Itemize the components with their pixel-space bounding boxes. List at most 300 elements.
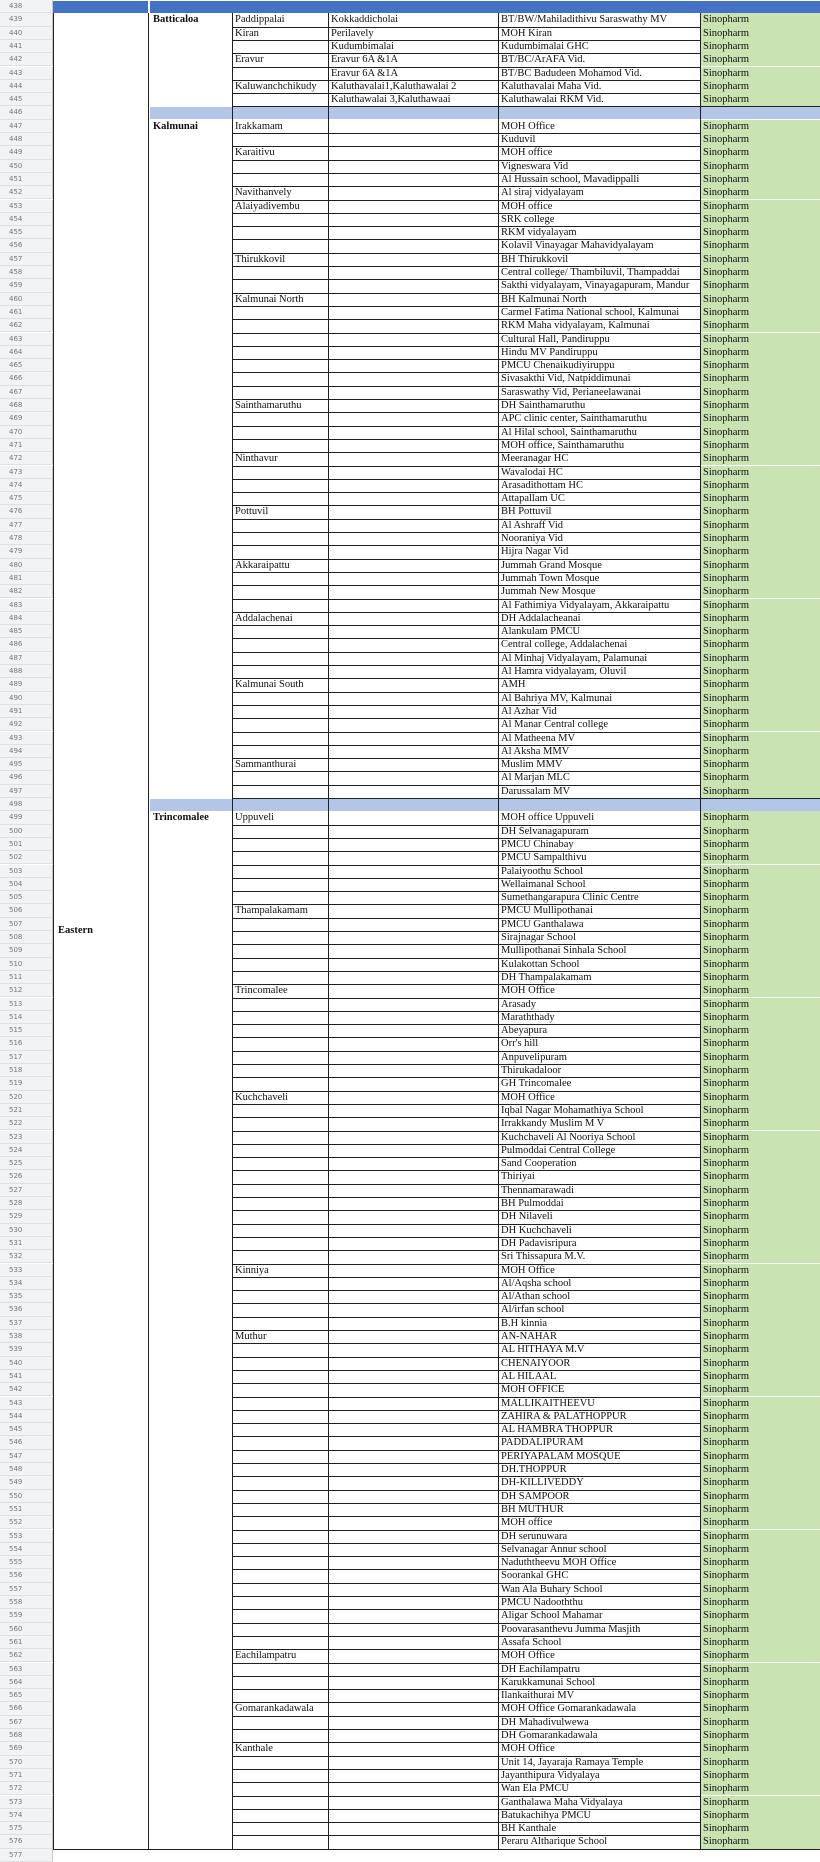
vaccine-cell[interactable]: Sinopharm (700, 1609, 820, 1622)
row-number[interactable]: 498 (0, 798, 53, 811)
vaccine-cell[interactable]: Sinopharm (700, 811, 820, 824)
vaccine-cell[interactable]: Sinopharm (700, 1144, 820, 1157)
row-number[interactable]: 508 (0, 931, 53, 944)
centre-cell[interactable]: MOH office Uppuveli (501, 812, 595, 824)
vaccine-cell[interactable]: Sinopharm (700, 1769, 820, 1782)
vaccine-cell[interactable]: Sinopharm (700, 1822, 820, 1835)
row-number[interactable]: 479 (0, 545, 53, 558)
row-number[interactable]: 443 (0, 67, 53, 80)
vaccine-cell[interactable]: Sinopharm (700, 319, 820, 332)
vaccine-cell[interactable]: Sinopharm (700, 585, 820, 598)
vaccine-cell[interactable]: Sinopharm (700, 1104, 820, 1117)
area-cell[interactable]: Kaluwanchchikudy (235, 80, 317, 92)
vaccine-cell[interactable]: Sinopharm (700, 1250, 820, 1263)
centre-cell[interactable]: Vigneswara Vid (501, 160, 569, 172)
centre-cell[interactable]: Sumethangarapura Clinic Centre (501, 892, 639, 904)
vaccine-cell[interactable]: Sinopharm (700, 878, 820, 891)
row-number[interactable]: 547 (0, 1450, 53, 1463)
vaccine-cell[interactable]: Sinopharm (700, 1383, 820, 1396)
row-number[interactable]: 576 (0, 1835, 53, 1848)
centre-cell[interactable]: Thennamarawadi (501, 1184, 574, 1196)
row-number[interactable]: 446 (0, 106, 53, 119)
vaccine-cell[interactable]: Sinopharm (700, 1370, 820, 1383)
row-number[interactable]: 485 (0, 625, 53, 638)
centre-cell[interactable]: Meeranagar HC (501, 453, 569, 465)
area-cell[interactable]: Kiran (235, 27, 259, 39)
vaccine-cell[interactable]: Sinopharm (700, 492, 820, 505)
row-number[interactable]: 458 (0, 266, 53, 279)
row-number[interactable]: 546 (0, 1436, 53, 1449)
centre-cell[interactable]: PMCU Mullipothanai (501, 905, 593, 917)
row-number[interactable]: 502 (0, 851, 53, 864)
row-number[interactable]: 558 (0, 1596, 53, 1609)
centre-cell[interactable]: Thirukadaloor (501, 1065, 562, 1076)
centre-cell[interactable]: DH Kuchchaveli (501, 1224, 572, 1236)
area-cell[interactable]: Sainthamaruthu (235, 400, 302, 411)
row-number[interactable]: 569 (0, 1742, 53, 1755)
row-number[interactable]: 454 (0, 213, 53, 226)
row-number[interactable]: 459 (0, 279, 53, 292)
vaccine-cell[interactable]: Sinopharm (700, 426, 820, 439)
vaccine-cell[interactable]: Sinopharm (700, 266, 820, 279)
locality-cell[interactable]: Kudumbimalai (331, 40, 394, 52)
centre-cell[interactable]: Carmel Fatima National school, Kalmunai (501, 306, 680, 318)
vaccine-cell[interactable]: Sinopharm (700, 466, 820, 479)
centre-cell[interactable]: Mullipothanai Sinhala School (501, 945, 627, 957)
row-number[interactable]: 457 (0, 253, 53, 266)
area-cell[interactable]: Kanthale (235, 1743, 273, 1755)
centre-cell[interactable]: Cultural Hall, Pandiruppu (501, 333, 610, 345)
centre-cell[interactable]: BT/BC/ArAFA Vid. (501, 54, 586, 66)
vaccine-cell[interactable]: Sinopharm (700, 1157, 820, 1170)
centre-cell[interactable]: Al Marjan MLC (501, 772, 570, 784)
centre-cell[interactable]: PMCU Nadooththu (501, 1597, 583, 1608)
row-number[interactable]: 453 (0, 200, 53, 213)
vaccine-cell[interactable]: Sinopharm (700, 80, 820, 93)
row-number[interactable]: 450 (0, 160, 53, 173)
row-number[interactable]: 500 (0, 825, 53, 838)
area-cell[interactable]: Eachilampatru (235, 1650, 297, 1662)
region-cell[interactable]: Batticaloa (153, 14, 199, 26)
row-number[interactable]: 560 (0, 1623, 53, 1636)
row-number[interactable]: 503 (0, 865, 53, 878)
centre-cell[interactable]: AN-NAHAR (501, 1331, 557, 1342)
centre-cell[interactable]: Orr's hill (501, 1038, 539, 1050)
locality-cell[interactable]: Eravur 6A &1A (331, 67, 399, 79)
vaccine-cell[interactable]: Sinopharm (700, 851, 820, 864)
centre-cell[interactable]: Al Fathimiya Vidyalayam, Akkaraipattu (501, 599, 670, 611)
area-cell[interactable]: Uppuveli (235, 812, 275, 824)
locality-cell[interactable]: Kaluthavalai1,Kaluthawalai 2 (331, 80, 457, 92)
centre-cell[interactable]: PADDALIPURAM (501, 1437, 584, 1449)
vaccine-cell[interactable]: Sinopharm (700, 53, 820, 66)
centre-cell[interactable]: Poovarasanthevu Jumma Masjith (501, 1623, 641, 1635)
row-number[interactable]: 455 (0, 226, 53, 239)
region-cell[interactable]: Trincomalee (153, 812, 209, 824)
vaccine-cell[interactable]: Sinopharm (700, 1649, 820, 1662)
row-number[interactable]: 565 (0, 1689, 53, 1702)
centre-cell[interactable]: Aligar School Mahamar (501, 1610, 603, 1622)
centre-cell[interactable]: Hijra Nagar Vid (501, 546, 569, 558)
vaccine-cell[interactable]: Sinopharm (700, 678, 820, 691)
centre-cell[interactable]: Al Aksha MMV (501, 745, 570, 757)
centre-cell[interactable]: Saraswathy Vid, Perianeelawanai (501, 386, 642, 398)
vaccine-cell[interactable]: Sinopharm (700, 1051, 820, 1064)
vaccine-cell[interactable]: Sinopharm (700, 1210, 820, 1223)
row-number[interactable]: 556 (0, 1569, 53, 1582)
vaccine-cell[interactable]: Sinopharm (700, 1037, 820, 1050)
row-number[interactable]: 509 (0, 944, 53, 957)
vaccine-cell[interactable]: Sinopharm (700, 1782, 820, 1795)
centre-cell[interactable]: DH Gomarankadawala (501, 1730, 598, 1741)
centre-cell[interactable]: Al Minhaj Vidyalayam, Palamunai (501, 652, 648, 664)
vaccine-cell[interactable]: Sinopharm (700, 745, 820, 758)
vaccine-cell[interactable]: Sinopharm (700, 891, 820, 904)
vaccine-cell[interactable]: Sinopharm (700, 1756, 820, 1769)
centre-cell[interactable]: MOH Office (501, 1264, 555, 1276)
row-number[interactable]: 507 (0, 918, 53, 931)
row-number[interactable]: 577 (0, 1849, 53, 1862)
vaccine-cell[interactable]: Sinopharm (700, 758, 820, 771)
row-number[interactable]: 516 (0, 1037, 53, 1050)
vaccine-cell[interactable]: Sinopharm (700, 1343, 820, 1356)
centre-cell[interactable]: Palaiyoothu School (501, 865, 583, 877)
row-number[interactable]: 514 (0, 1011, 53, 1024)
vaccine-cell[interactable]: Sinopharm (700, 1569, 820, 1582)
vaccine-cell[interactable]: Sinopharm (700, 1516, 820, 1529)
region-cell[interactable]: Kalmunai (153, 120, 198, 132)
row-number[interactable]: 467 (0, 386, 53, 399)
row-number[interactable]: 442 (0, 53, 53, 66)
centre-cell[interactable]: Kuchchaveli Al Nooriya School (501, 1131, 636, 1143)
centre-cell[interactable]: AL HILAAL (501, 1370, 557, 1382)
vaccine-cell[interactable]: Sinopharm (700, 40, 820, 53)
vaccine-cell[interactable]: Sinopharm (700, 186, 820, 199)
vaccine-cell[interactable]: Sinopharm (700, 1490, 820, 1503)
centre-cell[interactable]: DH serunuwara (501, 1530, 568, 1542)
centre-cell[interactable]: Jummah Town Mosque (501, 572, 600, 584)
centre-cell[interactable]: AL HITHAYA M.V (501, 1344, 585, 1356)
row-number[interactable]: 517 (0, 1051, 53, 1064)
area-cell[interactable]: Ninthavur (235, 453, 278, 465)
centre-cell[interactable]: MOH OFFICE (501, 1384, 565, 1396)
centre-cell[interactable]: CHENAIYOOR (501, 1357, 571, 1369)
centre-cell[interactable]: Jayanthipura Vidyalaya (501, 1769, 600, 1781)
centre-cell[interactable]: Muslim MMV (501, 759, 563, 771)
vaccine-cell[interactable]: Sinopharm (700, 1330, 820, 1343)
area-cell[interactable]: Eravur (235, 54, 264, 66)
row-number[interactable]: 511 (0, 971, 53, 984)
row-number[interactable]: 462 (0, 319, 53, 332)
vaccine-cell[interactable]: Sinopharm (700, 532, 820, 545)
vaccine-cell[interactable]: Sinopharm (700, 1835, 820, 1848)
centre-cell[interactable]: Jummah Grand Mosque (501, 559, 602, 571)
row-number[interactable]: 532 (0, 1250, 53, 1263)
row-number[interactable]: 477 (0, 519, 53, 532)
vaccine-cell[interactable]: Sinopharm (700, 1716, 820, 1729)
vaccine-cell[interactable]: Sinopharm (700, 771, 820, 784)
vaccine-cell[interactable]: Sinopharm (700, 865, 820, 878)
area-cell[interactable]: Navithanvely (235, 187, 292, 199)
centre-cell[interactable]: Kaluthavalai Maha Vid. (501, 80, 602, 92)
area-cell[interactable]: Karaitivu (235, 147, 275, 159)
centre-cell[interactable]: BH Kanthale (501, 1823, 557, 1835)
centre-cell[interactable]: Al siraj vidyalayam (501, 187, 584, 199)
row-number[interactable]: 497 (0, 785, 53, 798)
vaccine-cell[interactable]: Sinopharm (700, 785, 820, 798)
vaccine-cell[interactable]: Sinopharm (700, 1729, 820, 1742)
centre-cell[interactable]: Al Azhar Vid (501, 705, 557, 717)
vaccine-cell[interactable]: Sinopharm (700, 1556, 820, 1569)
centre-cell[interactable]: Alankulam PMCU (501, 626, 581, 638)
row-number[interactable]: 550 (0, 1490, 53, 1503)
centre-cell[interactable]: Wan Ala Buhary School (501, 1583, 603, 1595)
centre-cell[interactable]: MOH Office (501, 1091, 555, 1103)
vaccine-cell[interactable]: Sinopharm (700, 226, 820, 239)
row-number[interactable]: 542 (0, 1383, 53, 1396)
vaccine-cell[interactable]: Sinopharm (700, 1809, 820, 1822)
vaccine-cell[interactable]: Sinopharm (700, 1410, 820, 1423)
vaccine-cell[interactable]: Sinopharm (700, 239, 820, 252)
vaccine-cell[interactable]: Sinopharm (700, 439, 820, 452)
row-number[interactable]: 575 (0, 1822, 53, 1835)
centre-cell[interactable]: Nooraniya Vid (501, 533, 563, 544)
vaccine-cell[interactable]: Sinopharm (700, 120, 820, 133)
vaccine-cell[interactable]: Sinopharm (700, 279, 820, 292)
row-number[interactable]: 465 (0, 359, 53, 372)
centre-cell[interactable]: PERIYAPALAM MOSQUE (501, 1450, 621, 1462)
centre-cell[interactable]: Kuduvil (501, 134, 536, 145)
row-number[interactable]: 554 (0, 1543, 53, 1556)
vaccine-cell[interactable]: Sinopharm (700, 545, 820, 558)
area-cell[interactable]: Addalachenai (235, 612, 293, 624)
vaccine-cell[interactable]: Sinopharm (700, 1277, 820, 1290)
row-number[interactable]: 448 (0, 133, 53, 146)
centre-cell[interactable]: DH Sainthamaruthu (501, 400, 586, 411)
vaccine-cell[interactable]: Sinopharm (700, 665, 820, 678)
centre-cell[interactable]: PMCU Chenaikudiyiruppu (501, 360, 615, 372)
row-number[interactable]: 463 (0, 333, 53, 346)
centre-cell[interactable]: Jummah New Mosque (501, 586, 596, 598)
vaccine-cell[interactable]: Sinopharm (700, 1064, 820, 1077)
vaccine-cell[interactable]: Sinopharm (700, 732, 820, 745)
locality-cell[interactable]: Perilavely (331, 27, 374, 39)
row-number[interactable]: 551 (0, 1503, 53, 1516)
centre-cell[interactable]: Ganthalawa Maha Vidyalaya (501, 1796, 623, 1808)
centre-cell[interactable]: ZAHIRA & PALATHOPPUR (501, 1410, 627, 1422)
centre-cell[interactable]: BT/BW/Mahiladithivu Saraswathy MV (501, 14, 668, 26)
centre-cell[interactable]: MOH office (501, 200, 553, 212)
row-number[interactable]: 523 (0, 1131, 53, 1144)
centre-cell[interactable]: Al Matheena MV (501, 732, 576, 744)
centre-cell[interactable]: Abeyapura (501, 1025, 548, 1037)
row-number[interactable]: 464 (0, 346, 53, 359)
centre-cell[interactable]: Darussalam MV (501, 785, 571, 797)
row-number[interactable]: 480 (0, 559, 53, 572)
row-number[interactable]: 574 (0, 1809, 53, 1822)
row-number[interactable]: 559 (0, 1609, 53, 1622)
row-number[interactable]: 490 (0, 692, 53, 705)
vaccine-cell[interactable]: Sinopharm (700, 346, 820, 359)
vaccine-cell[interactable]: Sinopharm (700, 838, 820, 851)
row-number[interactable]: 537 (0, 1317, 53, 1330)
row-number[interactable]: 531 (0, 1237, 53, 1250)
vaccine-cell[interactable]: Sinopharm (700, 1530, 820, 1543)
vaccine-cell[interactable]: Sinopharm (700, 1077, 820, 1090)
centre-cell[interactable]: DH Thampalakamam (501, 971, 592, 983)
row-number[interactable]: 552 (0, 1516, 53, 1529)
vaccine-cell[interactable]: Sinopharm (700, 27, 820, 40)
vaccine-cell[interactable]: Sinopharm (700, 1184, 820, 1197)
area-cell[interactable]: Muthur (235, 1331, 267, 1342)
centre-cell[interactable]: DH Eachilampatru (501, 1663, 581, 1675)
centre-cell[interactable]: Al/Aqsha school (501, 1277, 572, 1289)
row-number[interactable]: 533 (0, 1264, 53, 1277)
row-number[interactable]: 525 (0, 1157, 53, 1170)
row-number[interactable]: 495 (0, 758, 53, 771)
vaccine-cell[interactable]: Sinopharm (700, 1091, 820, 1104)
vaccine-cell[interactable]: Sinopharm (700, 931, 820, 944)
vaccine-cell[interactable]: Sinopharm (700, 386, 820, 399)
centre-cell[interactable]: SRK college (501, 213, 555, 225)
vaccine-cell[interactable]: Sinopharm (700, 1117, 820, 1130)
centre-cell[interactable]: BT/BC Badudeen Mohamod Vid. (501, 67, 642, 79)
vaccine-cell[interactable]: Sinopharm (700, 1450, 820, 1463)
row-number[interactable]: 496 (0, 771, 53, 784)
centre-cell[interactable]: APC clinic center, Sainthamaruthu (501, 413, 647, 425)
vaccine-cell[interactable]: Sinopharm (700, 1224, 820, 1237)
vaccine-cell[interactable]: Sinopharm (700, 572, 820, 585)
row-number[interactable]: 475 (0, 492, 53, 505)
vaccine-cell[interactable]: Sinopharm (700, 253, 820, 266)
centre-cell[interactable]: BH Thirukkovil (501, 253, 569, 265)
row-number[interactable]: 543 (0, 1397, 53, 1410)
vaccine-cell[interactable]: Sinopharm (700, 625, 820, 638)
row-number[interactable]: 451 (0, 173, 53, 186)
vaccine-cell[interactable]: Sinopharm (700, 1503, 820, 1516)
vaccine-cell[interactable]: Sinopharm (700, 1436, 820, 1449)
row-number[interactable]: 468 (0, 399, 53, 412)
row-number[interactable]: 473 (0, 466, 53, 479)
centre-cell[interactable]: Al Ashraff Vid (501, 519, 563, 531)
centre-cell[interactable]: PMCU Ganthalawa (501, 918, 584, 930)
row-number[interactable]: 541 (0, 1370, 53, 1383)
vaccine-cell[interactable]: Sinopharm (700, 146, 820, 159)
row-number[interactable]: 536 (0, 1303, 53, 1316)
vaccine-cell[interactable]: Sinopharm (700, 1663, 820, 1676)
row-number[interactable]: 557 (0, 1583, 53, 1596)
row-number[interactable]: 548 (0, 1463, 53, 1476)
row-number[interactable]: 526 (0, 1170, 53, 1183)
row-number[interactable]: 481 (0, 572, 53, 585)
row-number[interactable]: 489 (0, 678, 53, 691)
vaccine-cell[interactable]: Sinopharm (700, 1689, 820, 1702)
vaccine-cell[interactable]: Sinopharm (700, 944, 820, 957)
vaccine-cell[interactable]: Sinopharm (700, 399, 820, 412)
area-cell[interactable]: Irakkamam (235, 120, 283, 132)
row-number[interactable]: 466 (0, 372, 53, 385)
centre-cell[interactable]: DH Mahadivulwewa (501, 1716, 589, 1728)
vaccine-cell[interactable]: Sinopharm (700, 1583, 820, 1596)
vaccine-cell[interactable]: Sinopharm (700, 359, 820, 372)
row-number[interactable]: 570 (0, 1756, 53, 1769)
centre-cell[interactable]: Kolavil Vinayagar Mahavidyalayam (501, 240, 654, 252)
vaccine-cell[interactable]: Sinopharm (700, 479, 820, 492)
centre-cell[interactable]: Sri Thissapura M.V. (501, 1251, 586, 1263)
row-number[interactable]: 553 (0, 1530, 53, 1543)
centre-cell[interactable]: MOH Office (501, 985, 555, 997)
centre-cell[interactable]: Peraru Altharique School (501, 1836, 608, 1848)
row-number[interactable]: 456 (0, 239, 53, 252)
vaccine-cell[interactable]: Sinopharm (700, 705, 820, 718)
row-number[interactable]: 510 (0, 958, 53, 971)
centre-cell[interactable]: Kulakottan School (501, 958, 580, 970)
centre-cell[interactable]: Batukachihya PMCU (501, 1809, 592, 1821)
centre-cell[interactable]: BH Kalmunai North (501, 293, 587, 305)
row-number[interactable]: 534 (0, 1277, 53, 1290)
row-number[interactable]: 494 (0, 745, 53, 758)
row-number[interactable]: 478 (0, 532, 53, 545)
vaccine-cell[interactable]: Sinopharm (700, 1011, 820, 1024)
vaccine-cell[interactable]: Sinopharm (700, 559, 820, 572)
row-number[interactable]: 447 (0, 120, 53, 133)
centre-cell[interactable]: Arasady (501, 998, 536, 1010)
centre-cell[interactable]: Attapallam UC (501, 493, 565, 505)
centre-cell[interactable]: Naduththeevu MOH Office (501, 1557, 617, 1569)
vaccine-cell[interactable]: Sinopharm (700, 1742, 820, 1755)
centre-cell[interactable]: MOH Office Gomarankadawala (501, 1703, 637, 1715)
area-cell[interactable]: Paddippalai (235, 14, 285, 26)
row-number[interactable]: 470 (0, 426, 53, 439)
centre-cell[interactable]: MOH office (501, 147, 553, 159)
vaccine-cell[interactable]: Sinopharm (700, 1264, 820, 1277)
row-number[interactable]: 483 (0, 599, 53, 612)
row-number[interactable]: 571 (0, 1769, 53, 1782)
centre-cell[interactable]: Ilankaithurai MV (501, 1690, 575, 1702)
centre-cell[interactable]: Al/Athan school (501, 1291, 571, 1303)
vaccine-cell[interactable]: Sinopharm (700, 306, 820, 319)
centre-cell[interactable]: PMCU Sampalthivu (501, 852, 587, 864)
row-number[interactable]: 491 (0, 705, 53, 718)
centre-cell[interactable]: RKM Maha vidyalayam, Kalmunai (501, 320, 650, 332)
row-number[interactable]: 563 (0, 1663, 53, 1676)
centre-cell[interactable]: Pulmoddai Central College (501, 1144, 616, 1156)
centre-cell[interactable]: Soorankal GHC (501, 1570, 569, 1582)
row-number[interactable]: 439 (0, 13, 53, 26)
area-cell[interactable]: Kinniya (235, 1264, 269, 1276)
vaccine-cell[interactable]: Sinopharm (700, 1596, 820, 1609)
centre-cell[interactable]: DH Padavisripura (501, 1237, 577, 1249)
vaccine-cell[interactable]: Sinopharm (700, 1623, 820, 1636)
area-cell[interactable]: Pottuvil (235, 506, 269, 518)
centre-cell[interactable]: GH Trincomalee (501, 1078, 572, 1090)
locality-cell[interactable]: Kokkaddicholai (331, 14, 399, 26)
row-number[interactable]: 512 (0, 984, 53, 997)
row-number[interactable]: 566 (0, 1702, 53, 1715)
centre-cell[interactable]: Unit 14, Jayaraja Ramaya Temple (501, 1756, 644, 1768)
vaccine-cell[interactable]: Sinopharm (700, 1397, 820, 1410)
centre-cell[interactable]: Central college/ Thambiluvil, Thampaddai (501, 267, 680, 278)
row-number[interactable]: 461 (0, 306, 53, 319)
row-number[interactable]: 544 (0, 1410, 53, 1423)
centre-cell[interactable]: Central college, Addalachenai (501, 639, 628, 651)
row-number[interactable]: 499 (0, 811, 53, 824)
vaccine-cell[interactable]: Sinopharm (700, 1290, 820, 1303)
centre-cell[interactable]: Sirajnagar School (501, 932, 576, 943)
locality-cell[interactable]: Kaluthawalai 3,Kaluthawaai (331, 94, 451, 106)
centre-cell[interactable]: BH MUTHUR (501, 1503, 564, 1515)
row-number[interactable]: 449 (0, 146, 53, 159)
